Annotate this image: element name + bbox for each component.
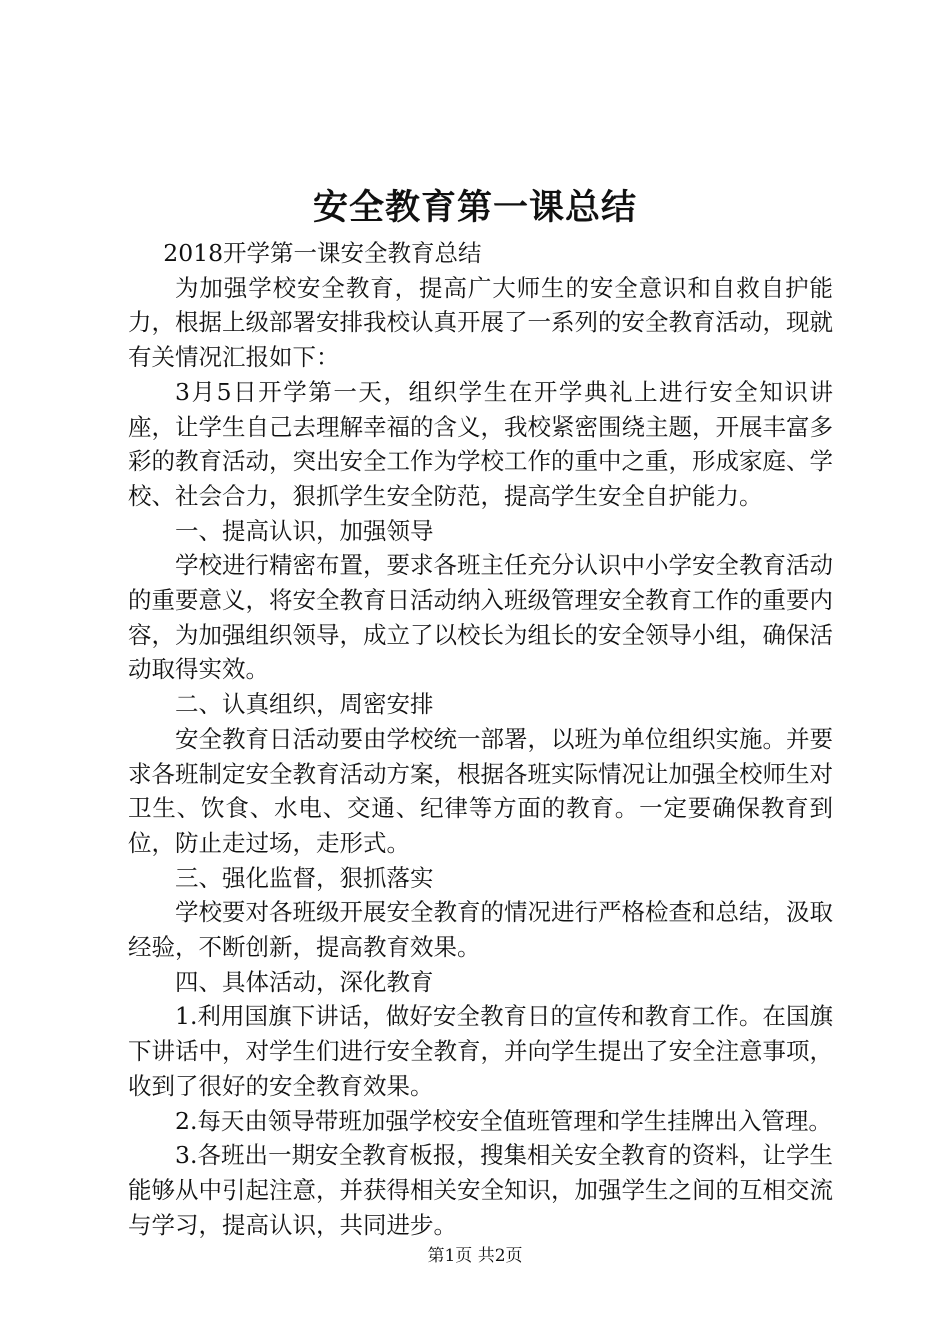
body-paragraph: 学校进行精密布置，要求各班主任充分认识中小学安全教育活动的重要意义，将安全教育日活动纳入班级管理安全教育工作的重要内容，为加强组织领导，成立了以校长为组长的安全领导小组，确保活动取得实效。 [128, 551, 833, 684]
list-item: 2.每天由领导带班加强学校安全值班管理和学生挂牌出入管理。 [175, 1106, 832, 1135]
section-heading: 四、具体活动，深化教育 [175, 967, 434, 996]
body-paragraph: 安全教育日活动要由学校统一部署，以班为单位组织实施。并要求各班制定安全教育活动方案，根据各班实际情况让加强全校师生对卫生、饮食、水电、交通、纪律等方面的教育。一定要确保教育到位，防止走过场，走形式。 [128, 724, 833, 857]
page-number-footer: 第1页 共2页 [427, 1246, 523, 1266]
document-title: 安全教育第一课总结 [312, 187, 637, 228]
section-heading: 二、认真组织，周密安排 [175, 690, 434, 719]
list-item: 3.各班出一期安全教育板报，搜集相关安全教育的资料，让学生能够从中引起注意，并获得相关安全知识，加强学生之间的互相交流与学习，提高认识，共同进步。 [128, 1141, 833, 1239]
section-heading: 三、强化监督，狠抓落实 [175, 863, 434, 892]
body-paragraph: 学校要对各班级开展安全教育的情况进行严格检查和总结，汲取经验，不断创新，提高教育效果。 [128, 898, 833, 962]
section-heading: 一、提高认识，加强领导 [175, 516, 434, 545]
body-paragraph: 3月5日开学第一天，组织学生在开学典礼上进行安全知识讲座，让学生自己去理解幸福的含义，我校紧密围绕主题，开展丰富多彩的教育活动，突出安全工作为学校工作的重中之重，形成家庭、学校、社会合力，狠抓学生安全防范，提高学生安全自护能力。 [128, 377, 833, 510]
list-item: 1.利用国旗下讲话，做好安全教育日的宣传和教育工作。在国旗下讲话中，对学生们进行安全教育，并向学生提出了安全注意事项，收到了很好的安全教育效果。 [128, 1002, 833, 1100]
intro-paragraph: 为加强学校安全教育，提高广大师生的安全意识和自救自护能力，根据上级部署安排我校认真开展了一系列的安全教育活动，现就有关情况汇报如下： [128, 273, 833, 372]
document-body [128, 236, 833, 1242]
subtitle-paragraph: 2018开学第一课安全教育总结 [163, 239, 482, 267]
